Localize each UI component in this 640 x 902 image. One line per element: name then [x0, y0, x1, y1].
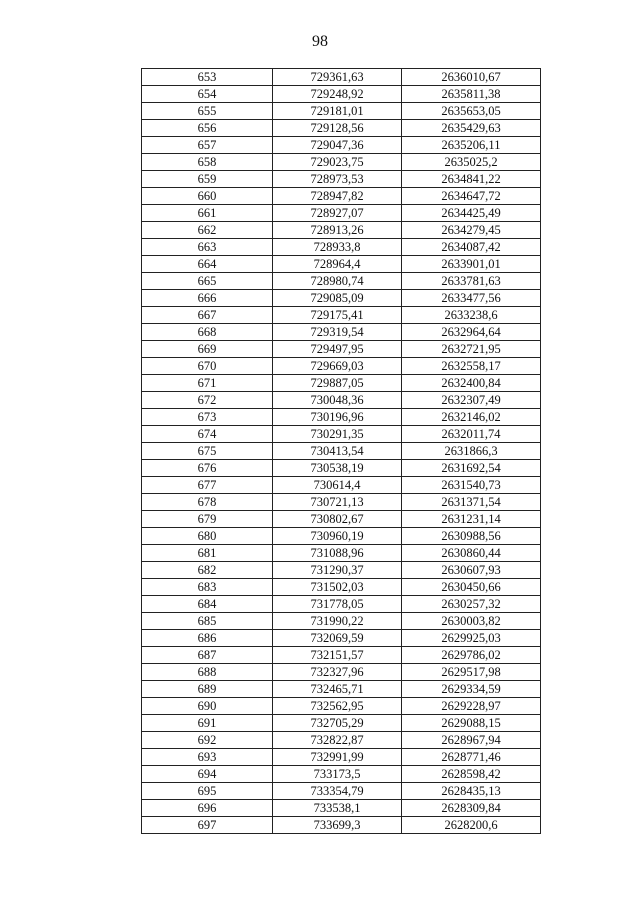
point-number-cell: 690 [142, 698, 273, 715]
point-number-cell: 653 [142, 69, 273, 86]
point-number-cell: 674 [142, 426, 273, 443]
table-row [142, 426, 541, 443]
table-row [142, 460, 541, 477]
y-coordinate-cell: 2630003,82 [402, 613, 541, 630]
y-coordinate-cell: 2632721,95 [402, 341, 541, 358]
point-number-cell: 659 [142, 171, 273, 188]
y-coordinate-cell: 2632964,64 [402, 324, 541, 341]
table-row [142, 188, 541, 205]
y-coordinate-cell: 2634425,49 [402, 205, 541, 222]
x-coordinate-cell: 731290,37 [273, 562, 402, 579]
table-row [142, 749, 541, 766]
point-number-cell: 697 [142, 817, 273, 834]
x-coordinate-cell: 731778,05 [273, 596, 402, 613]
x-coordinate-cell: 732465,71 [273, 681, 402, 698]
point-number-cell: 685 [142, 613, 273, 630]
table-row [142, 630, 541, 647]
table-row [142, 239, 541, 256]
x-coordinate-cell: 732822,87 [273, 732, 402, 749]
point-number-cell: 676 [142, 460, 273, 477]
point-number-cell: 662 [142, 222, 273, 239]
table-row [142, 562, 541, 579]
table-row [142, 545, 541, 562]
y-coordinate-cell: 2632011,74 [402, 426, 541, 443]
table-row [142, 290, 541, 307]
x-coordinate-cell: 731990,22 [273, 613, 402, 630]
y-coordinate-cell: 2632400,84 [402, 375, 541, 392]
point-number-cell: 666 [142, 290, 273, 307]
y-coordinate-cell: 2632146,02 [402, 409, 541, 426]
point-number-cell: 673 [142, 409, 273, 426]
y-coordinate-cell: 2633238,6 [402, 307, 541, 324]
point-number-cell: 671 [142, 375, 273, 392]
y-coordinate-cell: 2631692,54 [402, 460, 541, 477]
y-coordinate-cell: 2631231,14 [402, 511, 541, 528]
x-coordinate-cell: 728973,53 [273, 171, 402, 188]
table-row [142, 205, 541, 222]
y-coordinate-cell: 2630860,44 [402, 545, 541, 562]
point-number-cell: 672 [142, 392, 273, 409]
table-row [142, 698, 541, 715]
table-row [142, 341, 541, 358]
x-coordinate-cell: 729361,63 [273, 69, 402, 86]
coordinates-table [141, 68, 541, 834]
x-coordinate-cell: 732991,99 [273, 749, 402, 766]
y-coordinate-cell: 2629088,15 [402, 715, 541, 732]
y-coordinate-cell: 2630257,32 [402, 596, 541, 613]
x-coordinate-cell: 730196,96 [273, 409, 402, 426]
x-coordinate-cell: 728947,82 [273, 188, 402, 205]
point-number-cell: 693 [142, 749, 273, 766]
point-number-cell: 684 [142, 596, 273, 613]
y-coordinate-cell: 2632307,49 [402, 392, 541, 409]
y-coordinate-cell: 2633901,01 [402, 256, 541, 273]
x-coordinate-cell: 732151,57 [273, 647, 402, 664]
point-number-cell: 656 [142, 120, 273, 137]
table-row [142, 358, 541, 375]
x-coordinate-cell: 733354,79 [273, 783, 402, 800]
table-row [142, 766, 541, 783]
point-number-cell: 695 [142, 783, 273, 800]
point-number-cell: 689 [142, 681, 273, 698]
y-coordinate-cell: 2634647,72 [402, 188, 541, 205]
x-coordinate-cell: 728913,26 [273, 222, 402, 239]
y-coordinate-cell: 2629334,59 [402, 681, 541, 698]
table-row [142, 732, 541, 749]
x-coordinate-cell: 729497,95 [273, 341, 402, 358]
table-row [142, 222, 541, 239]
table-row [142, 137, 541, 154]
point-number-cell: 692 [142, 732, 273, 749]
point-number-cell: 669 [142, 341, 273, 358]
table-row [142, 477, 541, 494]
table-row [142, 171, 541, 188]
x-coordinate-cell: 730291,35 [273, 426, 402, 443]
x-coordinate-cell: 731088,96 [273, 545, 402, 562]
y-coordinate-cell: 2635811,38 [402, 86, 541, 103]
y-coordinate-cell: 2634279,45 [402, 222, 541, 239]
table-row [142, 375, 541, 392]
x-coordinate-cell: 729181,01 [273, 103, 402, 120]
point-number-cell: 680 [142, 528, 273, 545]
y-coordinate-cell: 2628598,42 [402, 766, 541, 783]
y-coordinate-cell: 2633477,56 [402, 290, 541, 307]
x-coordinate-cell: 729887,05 [273, 375, 402, 392]
table-row [142, 681, 541, 698]
point-number-cell: 664 [142, 256, 273, 273]
x-coordinate-cell: 729248,92 [273, 86, 402, 103]
table-row [142, 443, 541, 460]
table-row [142, 154, 541, 171]
point-number-cell: 657 [142, 137, 273, 154]
y-coordinate-cell: 2633781,63 [402, 273, 541, 290]
table-row [142, 596, 541, 613]
x-coordinate-cell: 728933,8 [273, 239, 402, 256]
point-number-cell: 679 [142, 511, 273, 528]
x-coordinate-cell: 730538,19 [273, 460, 402, 477]
table-row [142, 579, 541, 596]
y-coordinate-cell: 2635429,63 [402, 120, 541, 137]
table-row [142, 256, 541, 273]
table-row [142, 613, 541, 630]
y-coordinate-cell: 2632558,17 [402, 358, 541, 375]
coordinates-table-body [142, 69, 541, 834]
y-coordinate-cell: 2630988,56 [402, 528, 541, 545]
x-coordinate-cell: 731502,03 [273, 579, 402, 596]
y-coordinate-cell: 2631371,54 [402, 494, 541, 511]
x-coordinate-cell: 730413,54 [273, 443, 402, 460]
y-coordinate-cell: 2628200,6 [402, 817, 541, 834]
x-coordinate-cell: 729128,56 [273, 120, 402, 137]
y-coordinate-cell: 2634087,42 [402, 239, 541, 256]
point-number-cell: 696 [142, 800, 273, 817]
page-number: 98 [312, 33, 328, 50]
x-coordinate-cell: 730960,19 [273, 528, 402, 545]
y-coordinate-cell: 2636010,67 [402, 69, 541, 86]
x-coordinate-cell: 730048,36 [273, 392, 402, 409]
table-row [142, 69, 541, 86]
x-coordinate-cell: 729047,36 [273, 137, 402, 154]
point-number-cell: 686 [142, 630, 273, 647]
point-number-cell: 677 [142, 477, 273, 494]
x-coordinate-cell: 730614,4 [273, 477, 402, 494]
y-coordinate-cell: 2635206,11 [402, 137, 541, 154]
table-row [142, 120, 541, 137]
table-row [142, 86, 541, 103]
table-row [142, 392, 541, 409]
point-number-cell: 670 [142, 358, 273, 375]
y-coordinate-cell: 2630450,66 [402, 579, 541, 596]
y-coordinate-cell: 2630607,93 [402, 562, 541, 579]
point-number-cell: 660 [142, 188, 273, 205]
point-number-cell: 682 [142, 562, 273, 579]
table-row [142, 800, 541, 817]
x-coordinate-cell: 729669,03 [273, 358, 402, 375]
y-coordinate-cell: 2629786,02 [402, 647, 541, 664]
y-coordinate-cell: 2631540,73 [402, 477, 541, 494]
point-number-cell: 683 [142, 579, 273, 596]
table-row [142, 511, 541, 528]
point-number-cell: 663 [142, 239, 273, 256]
table-row [142, 324, 541, 341]
y-coordinate-cell: 2631866,3 [402, 443, 541, 460]
point-number-cell: 661 [142, 205, 273, 222]
point-number-cell: 687 [142, 647, 273, 664]
x-coordinate-cell: 732327,96 [273, 664, 402, 681]
table-row [142, 409, 541, 426]
x-coordinate-cell: 729319,54 [273, 324, 402, 341]
point-number-cell: 691 [142, 715, 273, 732]
y-coordinate-cell: 2628967,94 [402, 732, 541, 749]
table-row [142, 273, 541, 290]
point-number-cell: 665 [142, 273, 273, 290]
point-number-cell: 681 [142, 545, 273, 562]
x-coordinate-cell: 732562,95 [273, 698, 402, 715]
x-coordinate-cell: 728980,74 [273, 273, 402, 290]
x-coordinate-cell: 728964,4 [273, 256, 402, 273]
table-row [142, 528, 541, 545]
point-number-cell: 654 [142, 86, 273, 103]
x-coordinate-cell: 733538,1 [273, 800, 402, 817]
table-row [142, 664, 541, 681]
point-number-cell: 678 [142, 494, 273, 511]
y-coordinate-cell: 2629517,98 [402, 664, 541, 681]
point-number-cell: 655 [142, 103, 273, 120]
y-coordinate-cell: 2629925,03 [402, 630, 541, 647]
table-row [142, 103, 541, 120]
x-coordinate-cell: 729175,41 [273, 307, 402, 324]
point-number-cell: 688 [142, 664, 273, 681]
table-row [142, 494, 541, 511]
x-coordinate-cell: 733699,3 [273, 817, 402, 834]
point-number-cell: 667 [142, 307, 273, 324]
point-number-cell: 675 [142, 443, 273, 460]
table-row [142, 647, 541, 664]
x-coordinate-cell: 730721,13 [273, 494, 402, 511]
point-number-cell: 668 [142, 324, 273, 341]
y-coordinate-cell: 2628771,46 [402, 749, 541, 766]
point-number-cell: 658 [142, 154, 273, 171]
y-coordinate-cell: 2634841,22 [402, 171, 541, 188]
x-coordinate-cell: 732705,29 [273, 715, 402, 732]
x-coordinate-cell: 732069,59 [273, 630, 402, 647]
x-coordinate-cell: 733173,5 [273, 766, 402, 783]
x-coordinate-cell: 729023,75 [273, 154, 402, 171]
y-coordinate-cell: 2635025,2 [402, 154, 541, 171]
x-coordinate-cell: 728927,07 [273, 205, 402, 222]
x-coordinate-cell: 729085,09 [273, 290, 402, 307]
y-coordinate-cell: 2628309,84 [402, 800, 541, 817]
table-row [142, 783, 541, 800]
y-coordinate-cell: 2635653,05 [402, 103, 541, 120]
table-row [142, 307, 541, 324]
x-coordinate-cell: 730802,67 [273, 511, 402, 528]
y-coordinate-cell: 2629228,97 [402, 698, 541, 715]
y-coordinate-cell: 2628435,13 [402, 783, 541, 800]
table-row [142, 715, 541, 732]
table-row [142, 817, 541, 834]
point-number-cell: 694 [142, 766, 273, 783]
